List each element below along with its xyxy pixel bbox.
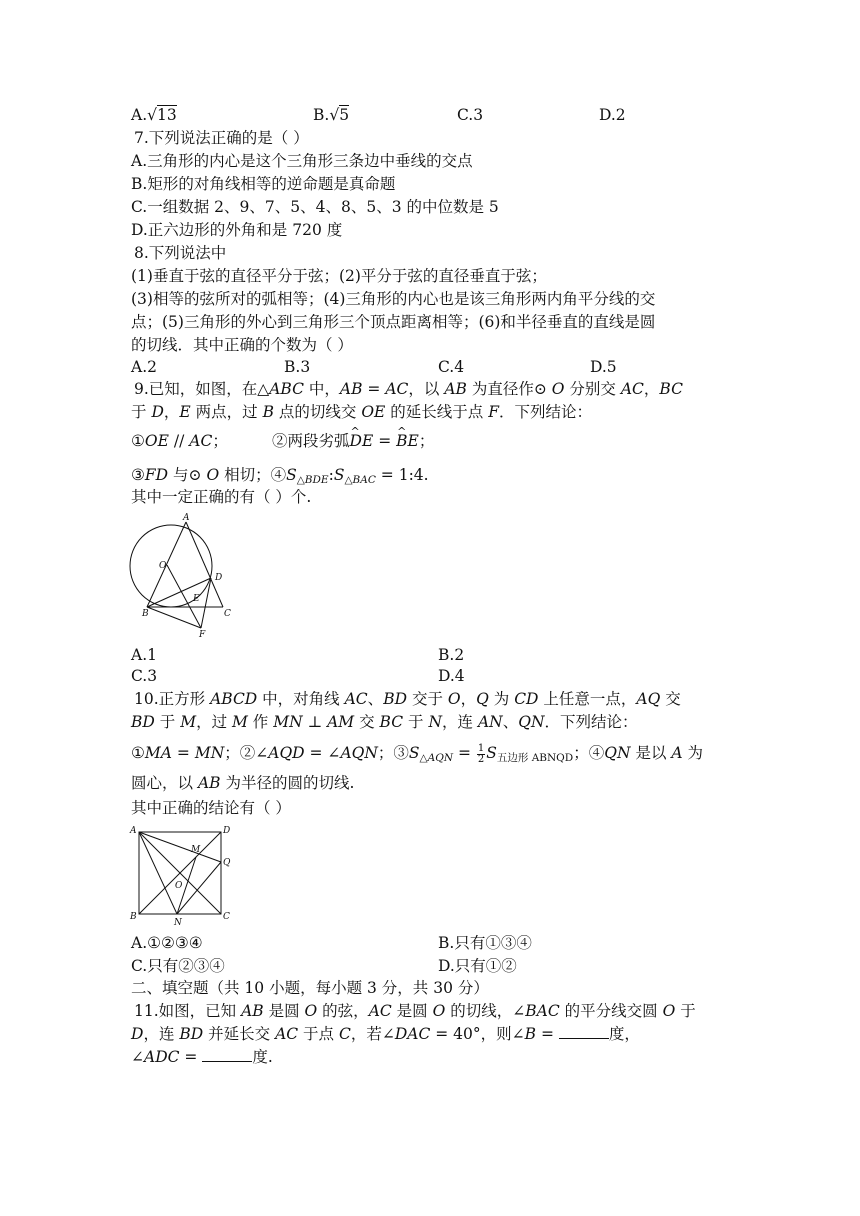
q9-ask: 其中一定正确的有（ ）个.	[131, 488, 312, 506]
math: DAC	[394, 1025, 431, 1043]
text: 的弦，	[317, 1002, 369, 1020]
text: ⊥	[302, 713, 328, 731]
text: ．下列结论：	[544, 713, 638, 731]
math: O	[551, 380, 565, 398]
math: O	[206, 466, 220, 484]
math: M	[180, 713, 197, 731]
q10-option-b: B.只有①③④	[438, 934, 532, 952]
text: 的平分线交圆	[559, 1002, 663, 1020]
math: AB	[241, 1002, 264, 1020]
q8-line-1: (1)垂直于弦的直径平分于弦；(2)平分于弦的直径垂直于弦；	[131, 267, 547, 285]
sqrt-symbol: √	[329, 106, 340, 124]
text: 交	[354, 713, 380, 731]
math: ABC	[269, 380, 304, 398]
math: S	[486, 744, 497, 762]
tangent-bf	[147, 607, 201, 628]
text: 相切；④	[219, 466, 287, 484]
q9-option-c: C.3	[131, 667, 158, 685]
math: S	[408, 744, 420, 762]
text: :	[328, 466, 334, 484]
text: ；③	[377, 744, 409, 762]
math: AC	[275, 1025, 299, 1043]
text: 为	[682, 744, 704, 762]
text: ，连	[143, 1025, 180, 1043]
math: CD	[514, 690, 539, 708]
text: 度，	[608, 1025, 640, 1043]
circle-o	[130, 525, 212, 607]
math: E	[179, 403, 191, 421]
text: 点的切线交	[273, 403, 362, 421]
arc-be: ^ BE	[396, 430, 419, 452]
text: ③	[131, 466, 145, 484]
section-2-heading: 二、填空题（共 10 小题，每小题 3 分，共 30 分）	[131, 979, 489, 997]
label-o: O	[175, 881, 183, 891]
text: 9.已知，如图，在△	[134, 380, 270, 398]
text: ；	[212, 432, 228, 450]
text: 于	[131, 403, 152, 421]
answer-blank-adc[interactable]	[202, 1047, 252, 1062]
text: ，	[643, 380, 660, 398]
text: //	[168, 432, 190, 450]
q9-circle-figure	[125, 510, 240, 640]
q11-stem-line-1	[134, 1000, 696, 1022]
text: ①	[131, 744, 145, 762]
text: ；	[418, 432, 435, 450]
numerator: 1	[477, 742, 485, 754]
text: 于	[675, 1002, 696, 1020]
q7-stem: 7.下列说法正确的是（ ）	[134, 129, 309, 147]
q10-conclusions-cont	[131, 772, 354, 794]
text: 11.如图，已知	[134, 1002, 242, 1020]
text: = 40°，则∠	[430, 1025, 525, 1043]
math: M	[232, 713, 248, 731]
math: MN	[273, 713, 303, 731]
q8-option-a: A.2	[131, 358, 157, 376]
text: ，过	[196, 713, 232, 731]
q10-stem-line-2	[131, 711, 638, 733]
segment-df	[201, 578, 211, 628]
q6-option-a	[131, 104, 177, 126]
math: O	[432, 1002, 446, 1020]
math: AB	[339, 380, 363, 398]
text: 10.正方形	[134, 690, 211, 708]
q8-option-b: B.3	[284, 358, 311, 376]
q7-option-d: D.正六边形的外角和是 720 度	[131, 221, 343, 239]
text: ①	[131, 432, 145, 450]
segment-bd	[147, 578, 211, 607]
segment-ab	[147, 522, 186, 607]
q7-option-c: C.一组数据 2、9、7、5、4、8、5、3 的中位数是 5	[131, 198, 499, 216]
text: 分别交	[564, 380, 621, 398]
text: 交于	[407, 690, 448, 708]
math: F	[488, 403, 499, 421]
q8-line-2: (3)相等的弦所对的弧相等；(4)三角形的内心也是该三角形两内角平分线的交	[131, 290, 656, 308]
text: ∠	[131, 1048, 144, 1066]
q8-line-4: 的切线．其中正确的个数为（ ）	[131, 336, 353, 354]
text: ，	[163, 403, 180, 421]
text: 中，对角线	[257, 690, 345, 708]
math: AQN	[340, 744, 378, 762]
math: BC	[379, 713, 404, 731]
text: ；④	[573, 744, 605, 762]
math: AB	[444, 380, 467, 398]
text: 为半径的圆的切线.	[220, 774, 355, 792]
math: MA	[144, 744, 172, 762]
math: O	[447, 690, 461, 708]
q10-square-figure	[125, 822, 240, 927]
subscript: △BDE	[296, 474, 329, 486]
text: 圆心，以	[131, 774, 198, 792]
label-d: D	[223, 826, 231, 836]
q9-option-d: D.4	[438, 667, 465, 685]
label-n: N	[174, 918, 182, 927]
label-d: D	[215, 573, 223, 583]
label-q: Q	[223, 858, 231, 868]
label-a: A	[183, 513, 190, 523]
text: ，若∠	[350, 1025, 395, 1043]
q9-conclusion-1	[131, 430, 228, 452]
text: 交	[660, 690, 681, 708]
text: 是圆	[391, 1002, 433, 1020]
subscript: △BAC	[344, 474, 376, 486]
text: 、	[502, 713, 519, 731]
option-prefix: A.	[131, 106, 148, 124]
math: B	[262, 403, 274, 421]
q8-stem: 8.下列说法中	[134, 244, 227, 262]
label-b: B	[130, 912, 137, 922]
label-o: O	[159, 561, 167, 571]
fraction-one-half	[477, 744, 485, 765]
sqrt-symbol: √	[147, 106, 158, 124]
text: 的延长线于点	[385, 403, 489, 421]
text: = 1:4.	[375, 466, 429, 484]
q10-option-d: D.只有①②	[438, 957, 517, 975]
math: O	[304, 1002, 318, 1020]
q11-stem-line-2	[131, 1023, 640, 1045]
math: AC	[620, 380, 644, 398]
math: QN	[518, 713, 545, 731]
math: BD	[131, 713, 155, 731]
text: 上任意一点，	[538, 690, 637, 708]
q10-conclusions	[131, 742, 703, 769]
math: D	[151, 403, 164, 421]
math: OE	[144, 432, 169, 450]
math: AB	[197, 774, 221, 792]
math: AM	[327, 713, 355, 731]
q10-stem-line-1	[134, 688, 681, 710]
math: AQD	[268, 744, 305, 762]
q8-line-3: 点；(5)三角形的外心到三角形三个顶点距离相等；(6)和半径垂直的直线是圆	[131, 313, 656, 331]
subscript: 五边形 ABNQD	[496, 752, 574, 764]
radicand: 5	[339, 106, 350, 124]
math: BC	[659, 380, 683, 398]
math: O	[662, 1002, 676, 1020]
q10-ask: 其中正确的结论有（ ）	[131, 799, 291, 817]
q9-stem-line-1	[134, 378, 683, 400]
text: 两点，过	[190, 403, 263, 421]
math: QN	[604, 744, 631, 762]
q6-option-d: D.2	[599, 106, 626, 124]
math: Q	[476, 690, 489, 708]
text: 于	[403, 713, 429, 731]
text: ，	[460, 690, 477, 708]
q6-option-b	[313, 104, 349, 126]
math: BAC	[525, 1002, 560, 1020]
text: =	[373, 432, 397, 450]
label-c: C	[224, 609, 231, 619]
radicand: 13	[157, 106, 177, 124]
answer-blank-b[interactable]	[559, 1024, 609, 1039]
option-prefix: B.	[313, 106, 330, 124]
math: OE	[361, 403, 386, 421]
text: 是以	[630, 744, 672, 762]
q10-option-a: A.①②③④	[131, 934, 203, 952]
q7-option-b: B.矩形的对角线相等的逆命题是真命题	[131, 175, 396, 193]
subscript: △AQN	[419, 752, 454, 764]
text: = ∠	[304, 744, 341, 762]
q9-option-b: B.2	[438, 646, 465, 664]
text: 度.	[252, 1048, 273, 1066]
label-f: F	[199, 630, 206, 640]
math: BD	[179, 1025, 204, 1043]
text: 于点	[298, 1025, 339, 1043]
text: 的切线，∠	[445, 1002, 526, 1020]
text: ，连	[442, 713, 478, 731]
q11-stem-line-3	[131, 1046, 273, 1068]
text: 、	[367, 690, 384, 708]
math: B	[524, 1025, 537, 1043]
text: =	[536, 1025, 559, 1043]
label-m: M	[191, 845, 201, 855]
text: 是圆	[263, 1002, 305, 1020]
math: S	[333, 466, 345, 484]
math: AN	[477, 713, 503, 731]
label-a: A	[130, 826, 137, 836]
text: 于	[154, 713, 181, 731]
text: =	[362, 380, 386, 398]
q10-option-c: C.只有②③④	[131, 957, 225, 975]
text: ；②∠	[224, 744, 269, 762]
q8-option-c: C.4	[438, 358, 465, 376]
text: 作	[247, 713, 274, 731]
math: AC	[385, 380, 409, 398]
text: 为	[488, 690, 515, 708]
text: 并延长交	[203, 1025, 276, 1043]
label-e: E	[193, 594, 200, 604]
denominator: 2	[477, 753, 485, 765]
math: S	[286, 466, 297, 484]
text: ，以	[408, 380, 445, 398]
math: AC	[189, 432, 213, 450]
text: =	[171, 744, 195, 762]
math: AQ	[636, 690, 661, 708]
math: ADC	[144, 1048, 180, 1066]
text: 与⊙	[168, 466, 207, 484]
math: FD	[144, 466, 169, 484]
math: D	[131, 1025, 144, 1043]
math: MN	[194, 744, 225, 762]
q9-option-a: A.1	[131, 646, 157, 664]
math: N	[428, 713, 443, 731]
text: 为直径作⊙	[466, 380, 552, 398]
math: A	[671, 744, 683, 762]
text: =	[179, 1048, 203, 1066]
q6-option-c: C.3	[457, 106, 484, 124]
q9-stem-line-2	[131, 401, 592, 423]
math: BD	[383, 690, 408, 708]
text: 中，	[303, 380, 340, 398]
math: AC	[368, 1002, 392, 1020]
math: ABCD	[210, 690, 258, 708]
text: =	[453, 744, 476, 762]
math: C	[338, 1025, 351, 1043]
label-b: B	[142, 609, 149, 619]
q8-option-d: D.5	[590, 358, 617, 376]
math: AC	[344, 690, 368, 708]
text: ．下列结论：	[498, 403, 592, 421]
q9-conclusion-2	[272, 430, 434, 452]
arc-de: ^ DE	[350, 430, 374, 452]
label-c: C	[223, 912, 230, 922]
text: ②两段劣弧	[272, 432, 350, 450]
q7-option-a: A.三角形的内心是这个三角形三条边中垂线的交点	[131, 152, 473, 170]
segment-ac	[186, 522, 223, 607]
